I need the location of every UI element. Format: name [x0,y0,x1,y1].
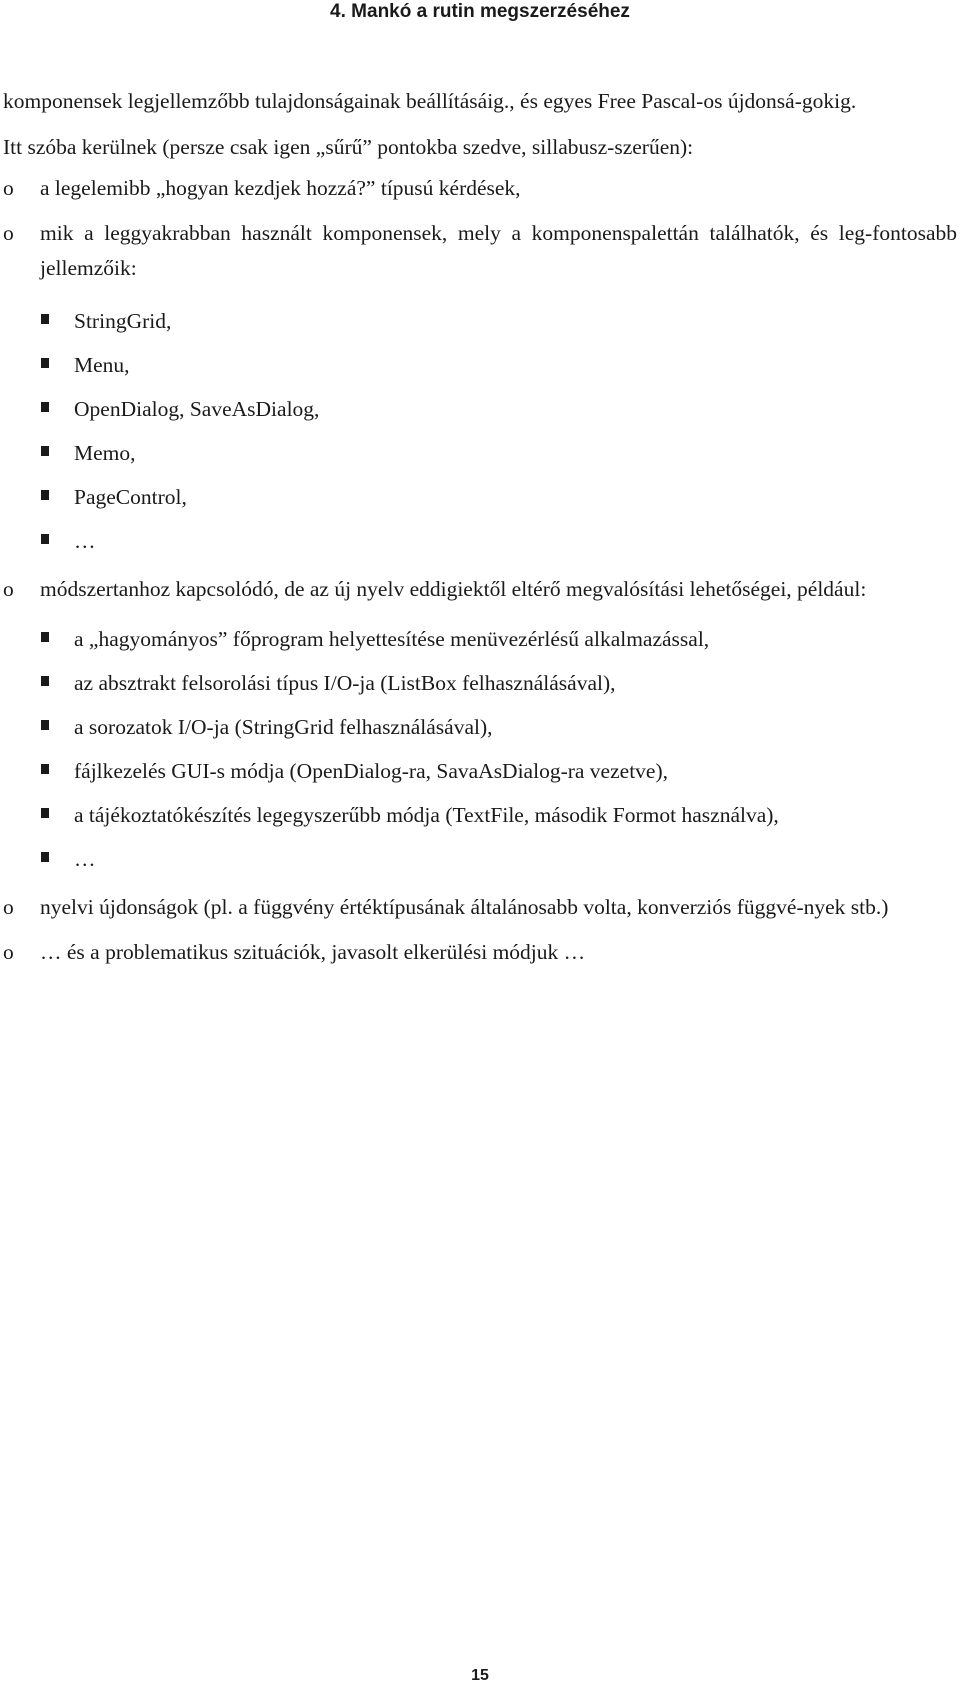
sub-list-item [3,431,957,475]
sub-list-item-text: fájlkezelés GUI-s módja (OpenDialog-ra, SavaAsDialog-ra vezetve), [74,759,668,783]
list-item [3,935,957,970]
square-bullet-icon [41,446,49,456]
sub-list-item [3,617,957,661]
sub-list-item [3,749,957,793]
sub-list-item [3,705,957,749]
intro-continuation: komponensek legjellemzőbb tulajdonságainak beállításáig., és egyes Free Pascal-os újdonsá-gokig. [3,89,857,113]
sub-list-item [3,661,957,705]
square-bullet-icon [41,852,49,862]
sub-list-item-text: OpenDialog, SaveAsDialog, [74,397,320,421]
circle-bullet-icon: o [3,940,14,964]
square-bullet-icon [41,358,49,368]
page-header-title: 4. Mankó a rutin megszerzéséhez [330,1,630,22]
circle-bullet-icon: o [3,221,14,245]
page-number: 15 [471,1667,489,1684]
sub-list-item-text: a tájékoztatókészítés legegyszerűbb módja (TextFile, második Formot használva), [74,803,779,827]
sub-list-item [3,387,957,431]
sub-list-item-text: a „hagyományos” főprogram helyettesítése menüvezérlésű alkalmazással, [74,627,710,651]
sub-list-item-text: az absztrakt felsorolási típus I/O-ja (ListBox felhasználásával), [74,671,616,695]
intro-lead: Itt szóba kerülnek (persze csak igen „sűrű” pontokba szedve, sillabusz-szerűen): [3,135,694,159]
list-item-text: módszertanhoz kapcsolódó, de az új nyelv eddigiektől eltérő megvalósítási lehetőségei, például: [40,577,867,601]
square-bullet-icon [41,490,49,500]
list-item [3,572,957,607]
list-item-text: mik a leggyakrabban használt komponensek, mely a komponenspalettán találhatók, és leg-fontosabb jellemzőik: [40,221,957,280]
document-body [3,84,957,970]
list-item-text: a legelemibb „hogyan kezdjek hozzá?” típusú kérdések, [40,176,521,200]
sub-list-item [3,475,957,519]
square-bullet-icon [41,764,49,774]
square-bullet-icon [41,808,49,818]
sub-list-item [3,793,957,837]
square-bullet-icon [41,720,49,730]
square-bullet-icon [41,534,49,544]
sub-list-item-text: Menu, [74,353,130,377]
sub-list-item-text: PageControl, [74,485,187,509]
sub-list-item-text: … [74,847,96,871]
list-item-text: … és a problematikus szituációk, javasolt elkerülési módjuk … [40,940,586,964]
circle-bullet-icon: o [3,895,14,919]
sub-list-item [3,837,957,881]
square-bullet-icon [41,314,49,324]
sub-list-item [3,343,957,387]
square-bullet-icon [41,402,49,412]
sub-list-item-text: Memo, [74,441,136,465]
sub-list-item-text: … [74,529,96,553]
list-item [3,216,957,286]
circle-bullet-icon: o [3,176,14,200]
sub-list-item-text: a sorozatok I/O-ja (StringGrid felhasználásával), [74,715,493,739]
list-item [3,171,957,206]
circle-bullet-icon: o [3,577,14,601]
sub-list-item [3,299,957,343]
sub-list-item [3,519,957,563]
list-item-text: nyelvi újdonságok (pl. a függvény értéktípusának általánosabb volta, konverziós függvé-nyek stb.) [40,895,889,919]
square-bullet-icon [41,676,49,686]
list-item [3,890,957,925]
square-bullet-icon [41,632,49,642]
sub-list-item-text: StringGrid, [74,309,172,333]
